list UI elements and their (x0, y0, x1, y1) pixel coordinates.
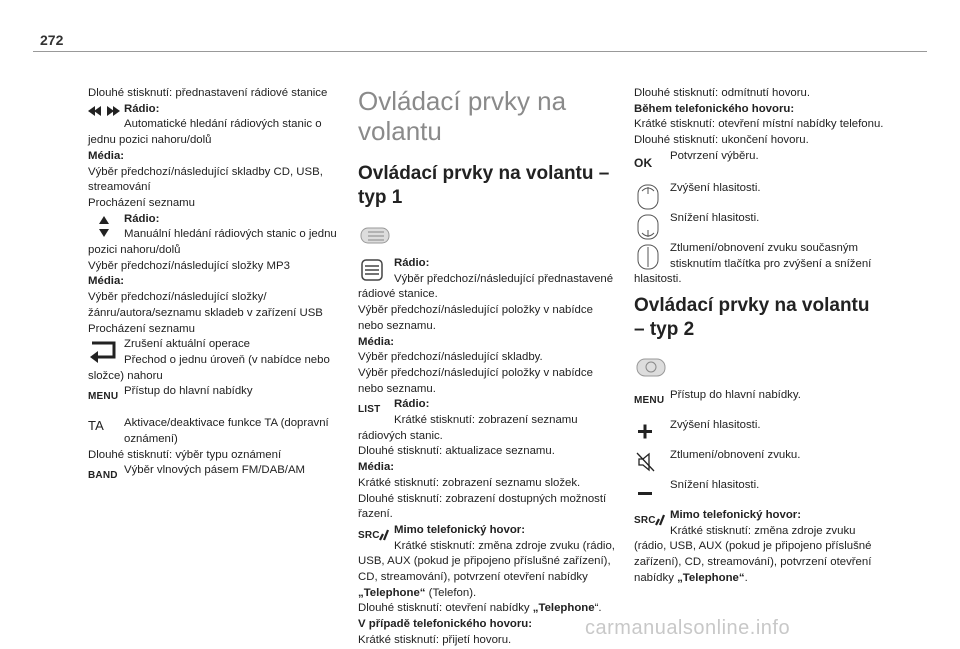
mute-speaker-icon (634, 448, 668, 476)
vol-down-block (634, 211, 884, 241)
list-media-text: Krátké stisknutí: zobrazení seznamu složek. (358, 476, 581, 489)
plus-block (634, 418, 884, 448)
watermark: carmanualsonline.info (585, 617, 791, 639)
back-arrow-icon (88, 337, 122, 365)
ok-text: Potvrzení výběru. (670, 149, 759, 162)
minus-text: Snížení hlasitosti. (670, 478, 760, 491)
src-title: Mimo telefonický hovor: (394, 523, 526, 536)
band-label-icon: BAND (88, 470, 118, 482)
section-type-1: Ovládací prvky na volantu – typ 1 (358, 163, 610, 208)
mute-text: Ztlumení/obnovení zvuku současným stisknutím tlačítka pro zvýšení a snížení hlasitosti. (634, 241, 872, 286)
menu-block (88, 384, 350, 403)
steering-controls-type2-icon (634, 356, 670, 380)
scroll-wheel-icon (358, 256, 392, 284)
updown-block (88, 212, 350, 338)
updown-title: Rádio: (124, 212, 160, 225)
menu2-label-icon: MENU (634, 394, 665, 406)
list-text: Krátké stisknutí: zobrazení seznamu rádiových stanic. (358, 414, 578, 442)
ta-text2: Dlouhé stisknutí: výběr typu oznámení (88, 448, 282, 461)
vol-up-block (634, 181, 884, 211)
intro-text: Dlouhé stisknutí: přednastavení rádiové stanice (88, 87, 328, 99)
column-3 (634, 86, 884, 586)
plus-text: Zvýšení hlasitosti. (670, 418, 761, 431)
minus-icon (634, 478, 668, 506)
volume-down-icon (634, 211, 668, 239)
scroll-text: Výběr předchozí/následující přednastavené rádiové stanice. (358, 272, 614, 301)
mute2-block (634, 448, 884, 478)
updown-text2: Výběr předchozí/následující složky MP3 (88, 259, 290, 272)
list-title: Rádio: (394, 398, 430, 411)
seek-block (88, 102, 350, 212)
list-text2: Dlouhé stisknutí: aktualizace seznamu. (358, 445, 555, 458)
vol-up-text: Zvýšení hlasitosti. (670, 181, 761, 194)
menu2-block (634, 388, 884, 418)
mute-block (634, 241, 884, 288)
ok-label-icon: OK (634, 155, 653, 170)
src-phone-icon: SRC (358, 523, 392, 551)
mute2-text: Ztlumení/obnovení zvuku. (670, 448, 801, 461)
page-number: 272 (40, 32, 64, 48)
updown-text: Manuální hledání rádiových stanic o jednu pozici nahoru/dolů (88, 228, 337, 257)
src-block (358, 523, 618, 649)
menu2-text: Přístup do hlavní nabídky. (670, 388, 801, 401)
back-block (88, 337, 350, 384)
list-label-icon: LIST (358, 404, 381, 416)
during-call-title: Během telefonického hovoru: (634, 102, 795, 115)
ta-block (88, 416, 350, 463)
scroll-media-title: Média: (358, 335, 395, 348)
column-2 (358, 86, 618, 649)
main-heading: Ovládací prvky na volantu (358, 86, 567, 146)
scroll-block (358, 256, 618, 397)
up-down-arrows-icon (88, 212, 122, 240)
volume-up-icon (634, 181, 668, 209)
seek-media-text: Výběr předchozí/následující skladby CD, USB, streamování (88, 165, 323, 194)
back-text2: Přechod o jednu úroveň (v nabídce nebo složce) nahoru (88, 353, 330, 382)
seek-title: Rádio: (124, 102, 160, 115)
src2-block (634, 508, 884, 587)
mute-icon (634, 241, 668, 269)
section-type-2: Ovládací prvky na volantu – typ 2 (634, 294, 870, 340)
seek-text: Automatické hledání rádiových stanic o jednu pozici nahoru/dolů (88, 118, 322, 147)
updown-media-title: Média: (88, 275, 125, 288)
scroll-media-text2: Výběr předchozí/následující položky v nabídce nebo seznamu. (358, 366, 593, 395)
column-1 (88, 86, 350, 491)
scroll-media-text: Výběr předchozí/následující skladby. (358, 351, 543, 364)
src-call-text: Krátké stisknutí: přijetí hovoru. (358, 633, 512, 646)
ta-label-icon: TA (88, 418, 105, 434)
back-text: Zrušení aktuální operace (124, 338, 251, 351)
minus-block (634, 478, 884, 508)
band-block (88, 463, 350, 482)
updown-media-text: Výběr předchozí/následující složky/žánru/autora/seznamu skladeb v zařízení USB (88, 291, 323, 319)
src2-text: Krátké stisknutí: změna zdroje zvuku (rádio, USB, AUX (pokud je připojeno příslušné zařízení), CD, streamování), potvrzení otevření nabídky „Telephone“. (634, 524, 872, 584)
ok-block (634, 149, 884, 181)
seek-arrows-icon (88, 102, 122, 130)
src2-phone-icon: SRC (634, 508, 668, 536)
seek-media-title: Média: (88, 149, 125, 162)
during-call-text2: Dlouhé stisknutí: ukončení hovoru. (634, 134, 809, 147)
scroll-text2: Výběr předchozí/následující položky v nabídce nebo seznamu. (358, 304, 593, 332)
reject-text: Dlouhé stisknutí: odmítnutí hovoru. (634, 87, 811, 99)
header-rule (33, 51, 927, 52)
src-text: Krátké stisknutí: změna zdroje zvuku (rádio, USB, AUX (pokud je připojeno příslušné zařízení), CD, streamování), potvrzení otevření nabídky „Telephone“ (Telefon). (358, 539, 615, 599)
steering-controls-type1-icon (358, 224, 394, 248)
vol-down-text: Snížení hlasitosti. (670, 211, 760, 224)
during-call-text: Krátké stisknutí: otevření místní nabídky telefonu. (634, 118, 884, 131)
list-block (358, 397, 618, 523)
menu-label-icon: MENU (88, 391, 119, 403)
seek-list-text: Procházení seznamu (88, 196, 196, 209)
band-text: Výběr vlnových pásem FM/DAB/AM (124, 464, 306, 477)
updown-list-text: Procházení seznamu (88, 322, 196, 335)
list-media-text2: Dlouhé stisknutí: zobrazení dostupných možností řazení. (358, 492, 607, 521)
src2-title: Mimo telefonický hovor: (670, 508, 802, 521)
plus-icon (634, 418, 668, 446)
list-media-title: Média: (358, 461, 395, 474)
menu-text: Přístup do hlavní nabídky (124, 385, 253, 398)
src-text2: Dlouhé stisknutí: otevření nabídky „Telephone“. (358, 602, 602, 615)
src-call-title: V případě telefonického hovoru: (358, 618, 533, 631)
scroll-title: Rádio: (394, 257, 430, 269)
ta-text: Aktivace/deaktivace funkce TA (dopravní oznámení) (124, 417, 329, 446)
